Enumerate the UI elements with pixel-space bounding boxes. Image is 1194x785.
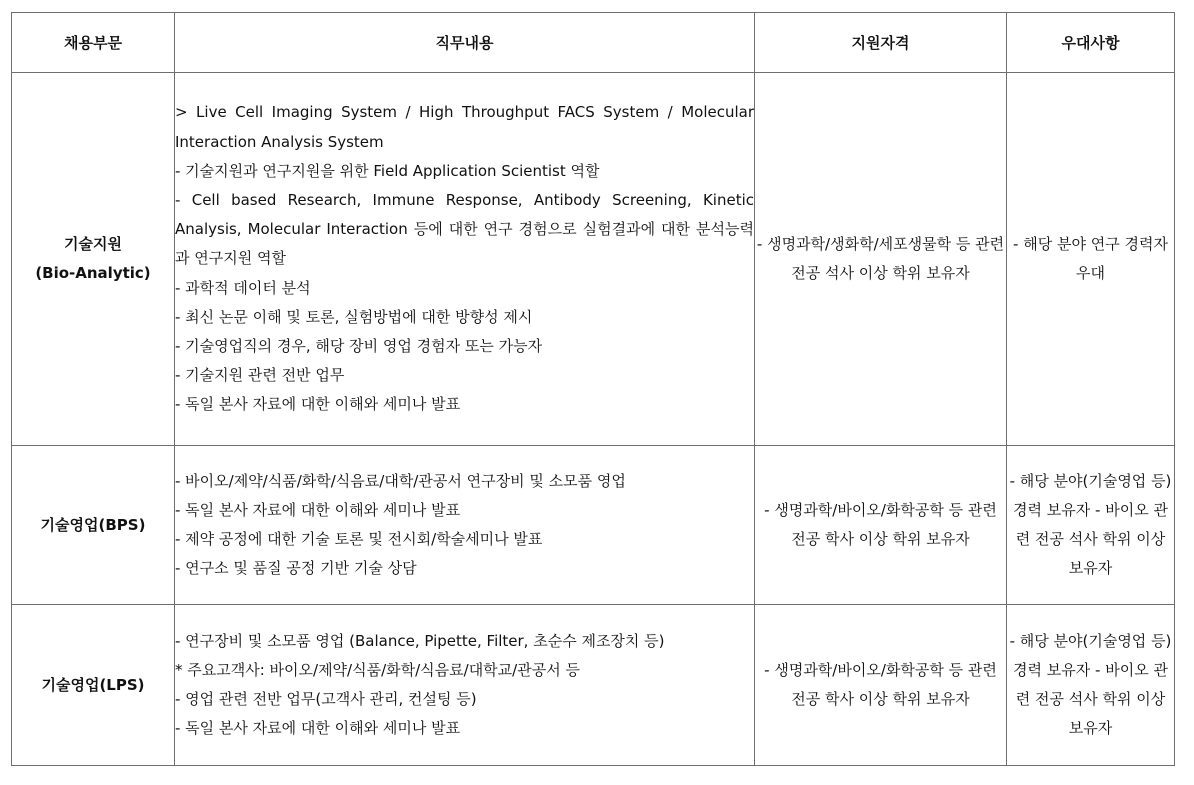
duty-line: - 연구장비 및 소모품 영업 (Balance, Pipette, Filter, 초순수 제조장치 등) (175, 631, 665, 650)
dept-name: 기술영업(LPS) (41, 675, 145, 694)
duty-line: - 기술영업직의 경우, 해당 장비 영업 경험자 또는 가능자 (175, 337, 543, 355)
preferred-cell: - 해당 분야 연구 경력자 우대 (1007, 73, 1175, 446)
qualifications-cell: - 생명과학/생화학/세포생물학 등 관련 전공 석사 이상 학위 보유자 (755, 73, 1007, 446)
dept-cell (12, 73, 175, 446)
preferred-cell: - 해당 분야(기술영업 등) 경력 보유자 - 바이오 관련 전공 석사 학위 이상 보유자 (1007, 605, 1175, 766)
preferred-cell: - 해당 분야(기술영업 등) 경력 보유자 - 바이오 관련 전공 석사 학위 이상 보유자 (1007, 446, 1175, 605)
duty-line: - 독일 본사 자료에 대한 이해와 세미나 발표 (175, 395, 461, 414)
header-dept: 채용부문 (12, 13, 175, 73)
table-row (12, 446, 1175, 605)
dept-subname: (Bio-Analytic) (35, 264, 151, 282)
header-preferred: 우대사항 (1007, 13, 1175, 73)
duty-line: - Cell based Research, Immune Response, Antibody Screening, Kinetic Analysis, Molecular Interaction 등에 대한 연구 경험으로 실험결과에 대한 분석능력과 연구지원 역할 (175, 190, 754, 268)
duty-line: - 기술지원 관련 전반 업무 (175, 366, 345, 385)
duty-line: - 기술지원과 연구지원을 위한 Field Application Scientist 역할 (175, 161, 600, 180)
dept-name: 기술영업(BPS) (40, 515, 146, 534)
header-row (12, 13, 1175, 73)
duty-line: - 제약 공정에 대한 기술 토론 및 전시회/학술세미나 발표 (175, 530, 543, 548)
qualifications-cell: - 생명과학/바이오/화학공학 등 관련 전공 학사 이상 학위 보유자 (755, 446, 1007, 605)
recruitment-table (11, 12, 1175, 766)
duties-cell (175, 73, 755, 446)
qualifications-cell: - 생명과학/바이오/화학공학 등 관련 전공 학사 이상 학위 보유자 (755, 605, 1007, 766)
duty-line: - 바이오/제약/식품/화학/식음료/대학/관공서 연구장비 및 소모품 영업 (175, 471, 626, 490)
duty-line: > Live Cell Imaging System / High Throughput FACS System / Molecular Interaction Analysis System (175, 103, 754, 151)
dept-name: 기술지원 (64, 235, 122, 253)
dept-cell (12, 605, 175, 766)
table-row (12, 73, 1175, 446)
duty-line: - 독일 본사 자료에 대한 이해와 세미나 발표 (175, 500, 461, 519)
duty-line: - 영업 관련 전반 업무(고객사 관리, 컨설팅 등) (175, 690, 477, 708)
table-row (12, 605, 1175, 766)
duties-cell (175, 446, 755, 605)
header-duties: 직무내용 (175, 13, 755, 73)
duty-line: - 과학적 데이터 분석 (175, 278, 311, 297)
duty-line: - 독일 본사 자료에 대한 이해와 세미나 발표 (175, 719, 461, 738)
duty-line: * 주요고객사: 바이오/제약/식품/화학/식음료/대학교/관공서 등 (175, 660, 580, 679)
duty-line: - 연구소 및 품질 공정 기반 기술 상담 (175, 559, 417, 578)
duty-line: - 최신 논문 이해 및 토론, 실험방법에 대한 방향성 제시 (175, 307, 533, 326)
duties-cell (175, 605, 755, 766)
header-qualifications: 지원자격 (755, 13, 1007, 73)
dept-cell (12, 446, 175, 605)
